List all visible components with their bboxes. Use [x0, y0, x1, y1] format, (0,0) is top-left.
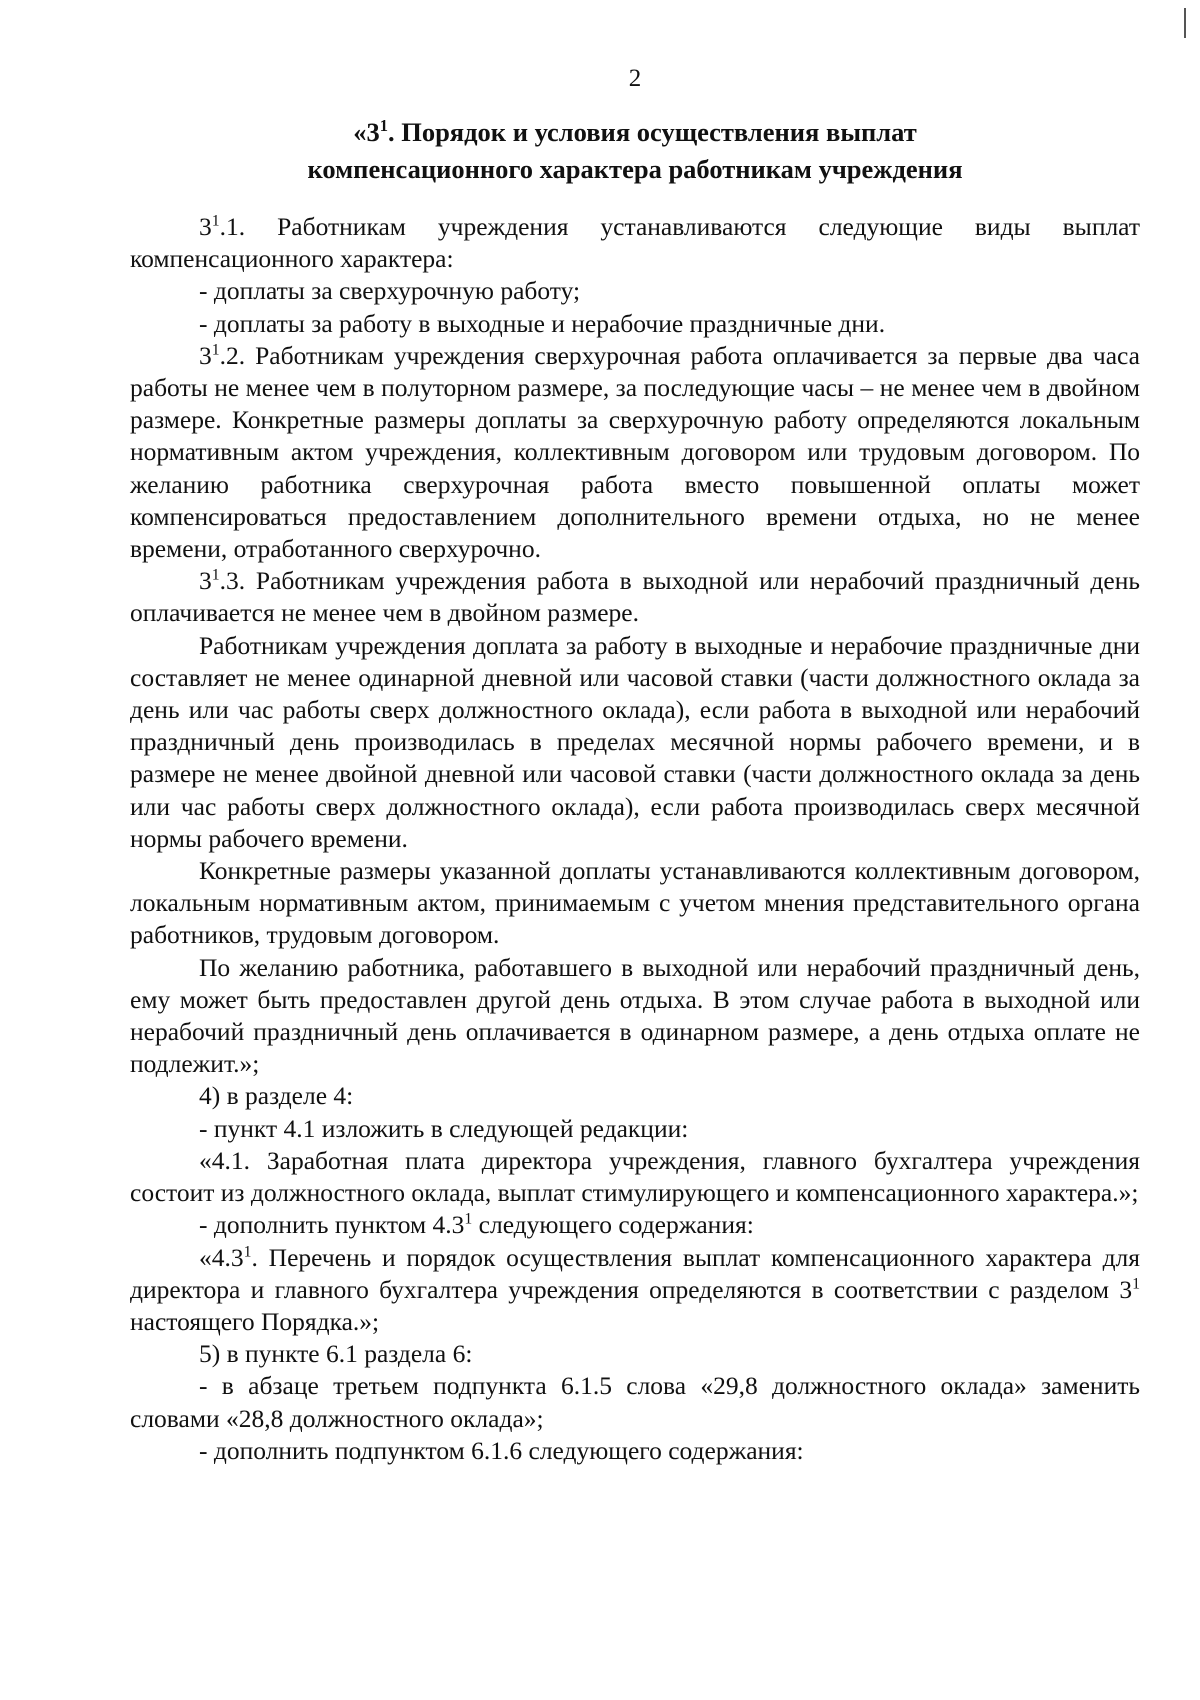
paragraph-4-1-text: «4.1. Заработная плата директора учреждения, главного бухгалтера учреждения состоит из должностного оклада, выплат стимулирующего и компенсационного характера.»; [130, 1145, 1140, 1208]
list-item-overtime: - доплаты за сверхурочную работу; [199, 276, 581, 306]
paragraph-day-off: По желанию работника, работавшего в выходной или нерабочий праздничный день, ему может быть предоставлен другой день отдыха. В этом случае работа в выходной или нерабочий праздничный день оплачивается в одинарном размере, а день отдыха оплате не подлежит.»; [130, 952, 1140, 1079]
heading-line-1 [130, 114, 1140, 151]
clause-number: 3 [199, 566, 212, 596]
paragraph-6-1-5: - в абзаце третьем подпункта 6.1.5 слова «29,8 должностного оклада» заменить словами «28,8 должностного оклада»; [130, 1371, 1140, 1433]
section-heading [130, 114, 1140, 188]
paragraph-text: «4.3 [199, 1242, 244, 1272]
clause-number: 3 [199, 340, 212, 370]
clause-superscript: 1 [211, 566, 220, 584]
paragraph-section-6: 5) в пункте 6.1 раздела 6: [199, 1339, 473, 1369]
paragraph-4-3-1-text [130, 1242, 1140, 1339]
paragraph-text: следующего содержания: [472, 1210, 754, 1240]
paragraph-add-6-1-6: - дополнить подпунктом 6.1.6 следующего содержания: [199, 1435, 804, 1465]
clause-superscript: 1 [211, 341, 220, 359]
paragraph-text: .3. Работникам учреждения работа в выходной или нерабочий праздничный день оплачивается не менее чем в двойном размере. [130, 566, 1140, 628]
paragraph-3-1-2 [130, 340, 1140, 565]
paragraph-text: - дополнить пунктом 4.3 [199, 1210, 465, 1240]
heading-line-1-text: . Порядок и условия осуществления выплат [387, 117, 917, 147]
paragraph-text: .2. Работникам учреждения сверхурочная работа оплачивается за первые два часа работы не менее чем в полуторном размере, за последующие часы – не менее чем в двойном размере. Конкретные размеры доплаты за сверхурочную работу определяются локальным нормативным актом учреждения, коллективным договором или трудовым договором. По желанию работника сверхурочная работа вместо повышенной оплаты может компенсироваться предоставлением дополнительного времени отдыха, но не менее времени, отработанного сверхурочно. [130, 340, 1140, 564]
paragraph-text: .1. Работникам учреждения устанавливаются следующие виды выплат компенсационного характера: [130, 212, 1140, 274]
paragraph-add-4-3-1 [130, 1209, 1140, 1241]
paragraph-holiday-pay: Работникам учреждения доплата за работу в выходные и нерабочие праздничные дни составляет не менее одинарной дневной или часовой ставки (части должностного оклада за день или час работы сверх должностного оклада), если работа в выходной или нерабочий праздничный день производилась в пределах месячной нормы рабочего времени, и в размере не менее двойной дневной или часовой ставки (части должностного оклада за день или час работы сверх должностного оклада), если работа производилась сверх месячной нормы рабочего времени. [130, 630, 1140, 853]
clause-superscript: 1 [464, 1210, 473, 1228]
page-number: 2 [628, 65, 642, 92]
clause-number: 3 [199, 212, 212, 241]
paragraph-3-1-3 [130, 565, 1140, 629]
list-item-holidays: - доплаты за работу в выходные и нерабочие праздничные дни. [199, 308, 886, 338]
clause-superscript: 1 [243, 1243, 252, 1260]
paragraph-text: настоящего Порядка.»; [130, 1306, 380, 1336]
document-body [130, 211, 1140, 1467]
paragraph-section-4: 4) в разделе 4: [199, 1081, 354, 1111]
paragraph-item-4-1: - пункт 4.1 изложить в следующей редакции: [199, 1113, 689, 1143]
clause-superscript: 1 [1132, 1275, 1140, 1293]
paragraph-specific-amounts: Конкретные размеры указанной доплаты устанавливаются коллективным договором, локальным нормативным актом, принимаемым с учетом мнения представительного органа работников, трудовым договором. [130, 856, 1140, 950]
heading-line-2: компенсационного характера работникам учреждения [307, 154, 963, 184]
paragraph-3-1-1 [130, 211, 1140, 275]
heading-prefix: «3 [353, 117, 380, 147]
clause-superscript: 1 [211, 212, 220, 230]
scan-edge-mark [1184, 8, 1186, 38]
heading-superscript: 1 [379, 116, 388, 136]
paragraph-text: . Перечень и порядок осуществления выплат компенсационного характера для директора и главного бухгалтера учреждения определяются в соответствии с разделом 3 [130, 1242, 1140, 1304]
